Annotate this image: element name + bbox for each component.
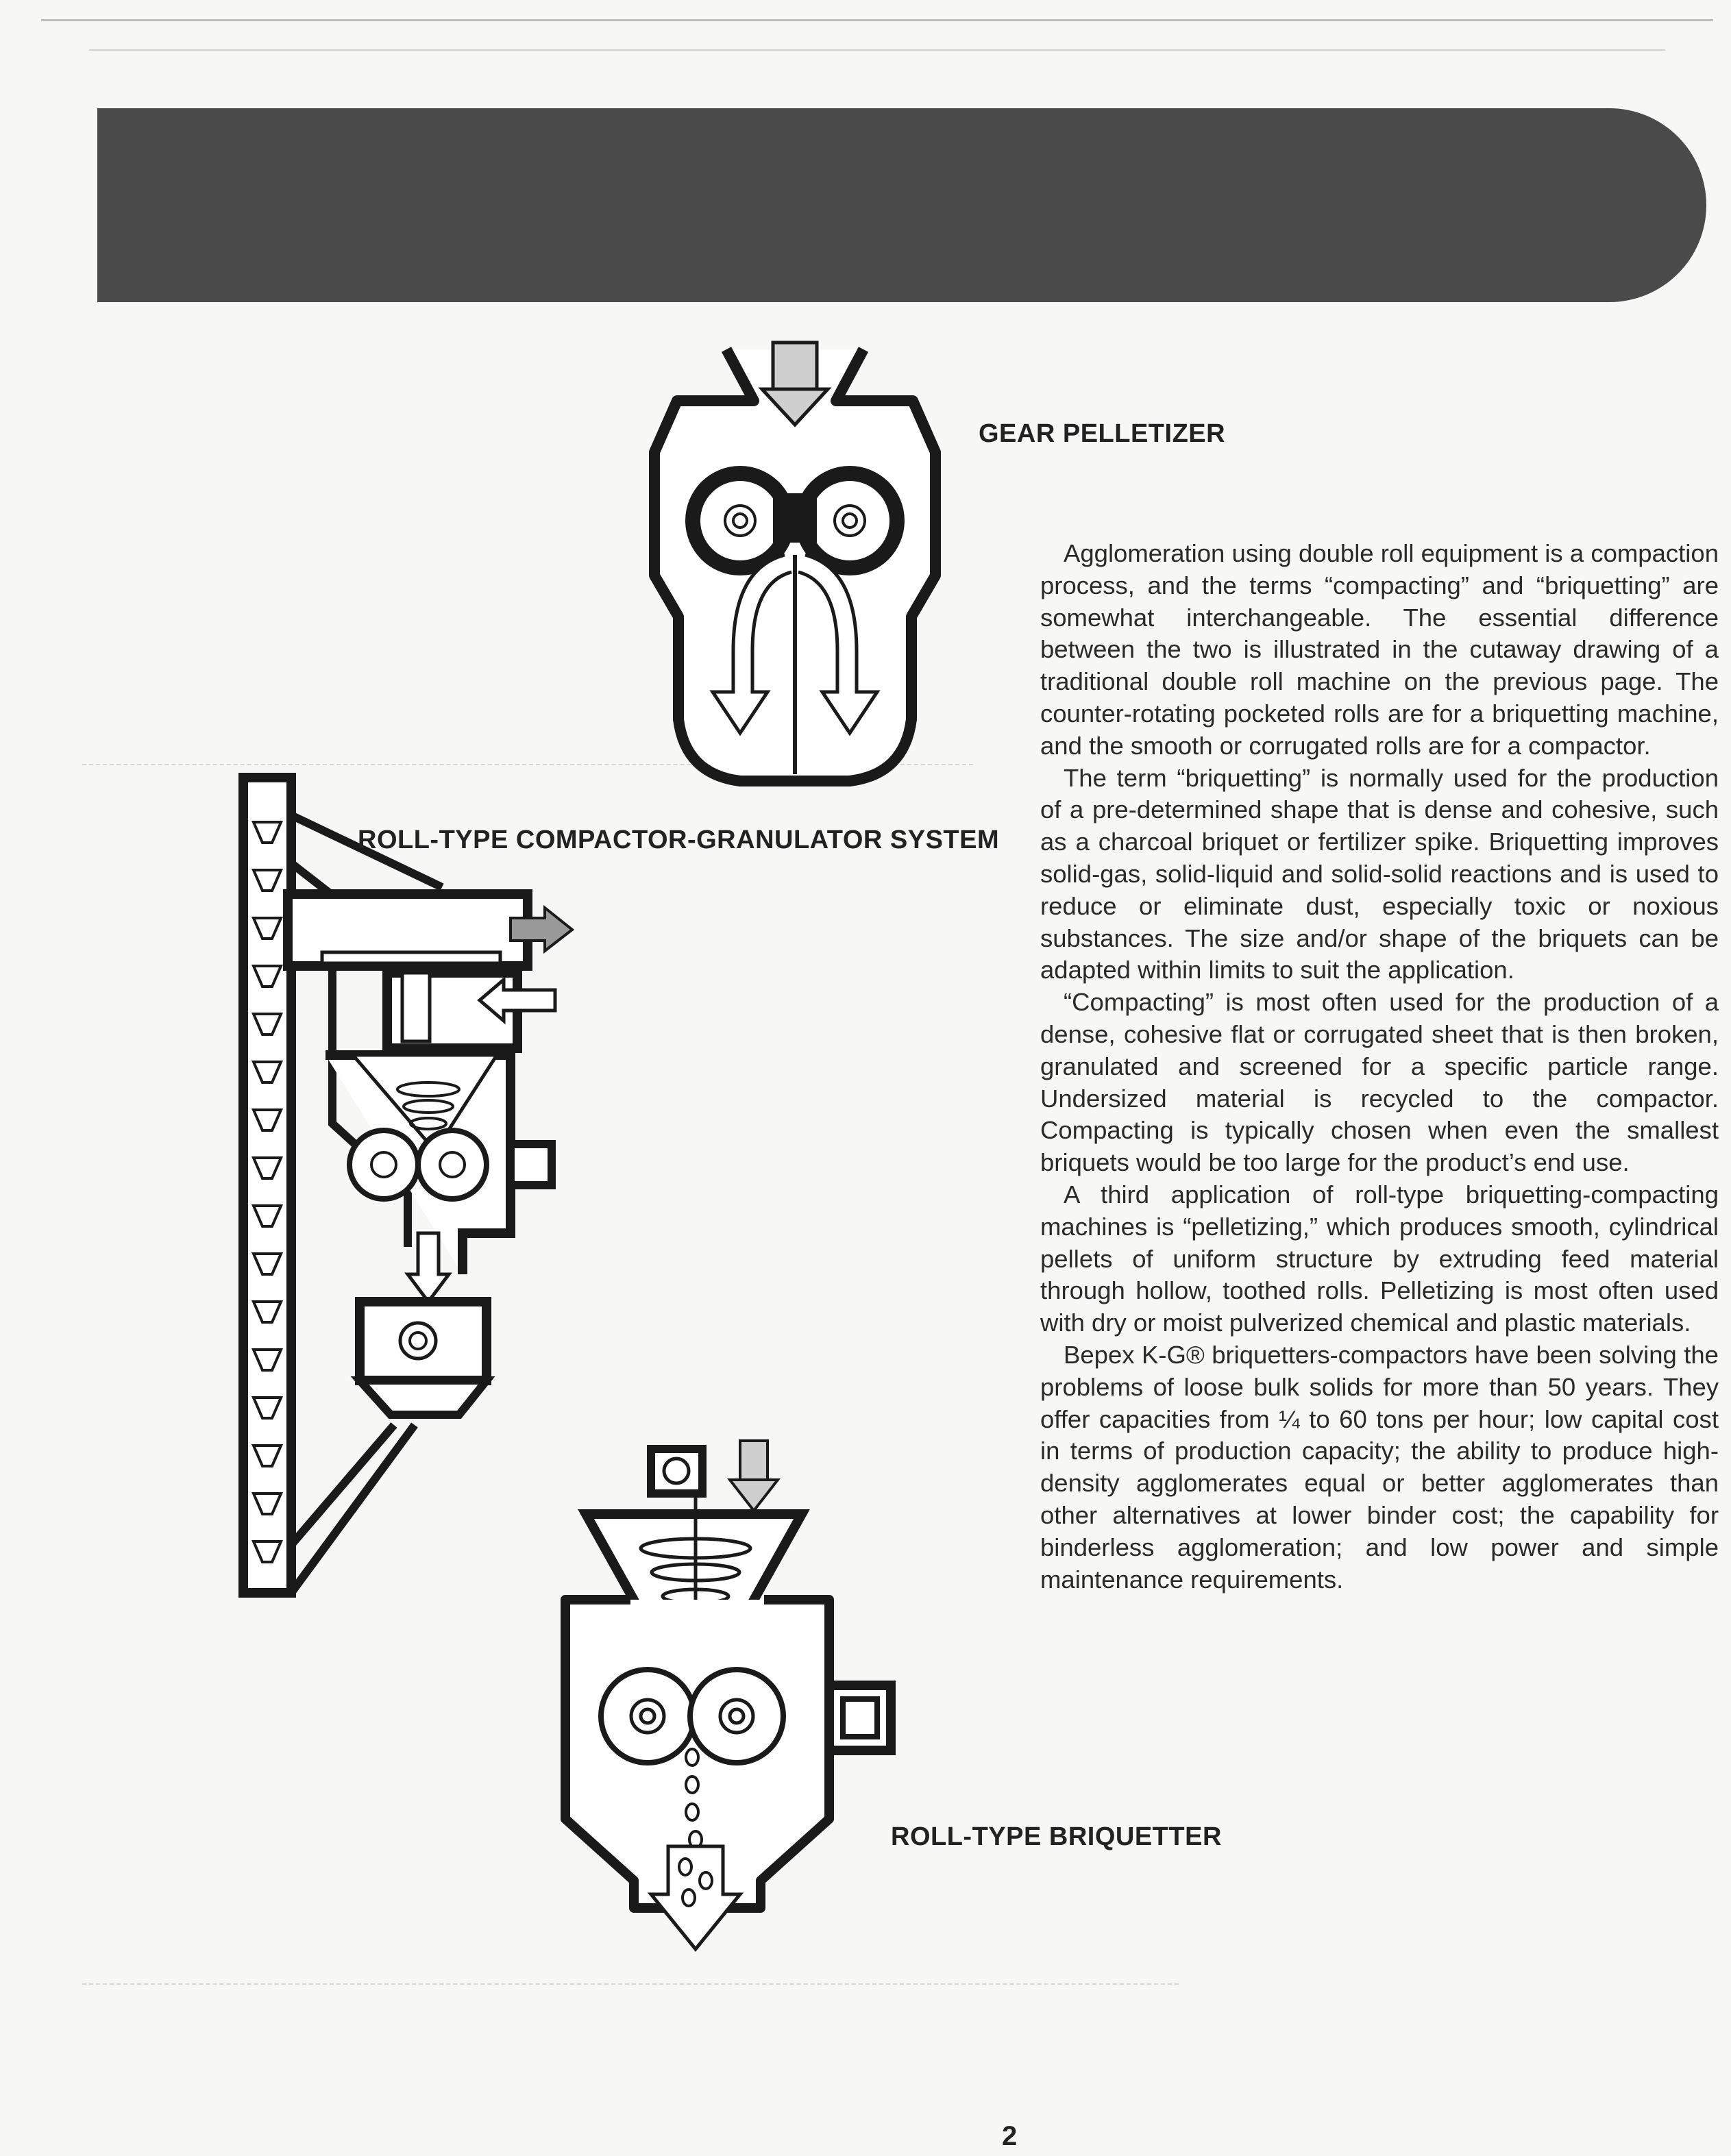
paragraph: A third application of roll-type briquetting-compacting machines is “pelletizing,” which produces smooth, cylindrical pellets of uniform structure by extruding feed material through hollow, toothed rolls. Pelletizing is most often used with dry or moist pulverized chemical and plastic materials.	[1040, 1180, 1719, 1337]
roll-type-briquetter-diagram	[555, 1435, 911, 1956]
gear-pelletizer-label: GEAR PELLETIZER	[979, 419, 1226, 448]
briquetter-label: ROLL-TYPE BRIQUETTER	[891, 1822, 1222, 1851]
paragraph: Agglomeration using double roll equipment is a compaction process, and the terms “compacting” and “briquetting” are somewhat interchangeable. The essential difference between the two is illustrated in the cutaway drawing of a traditional double roll machine on the previous page. The counter-rotating pocketed rolls are for a briquetting machine, and the smooth or corrugated rolls are for a compactor.	[1040, 539, 1719, 760]
header-banner	[97, 108, 1706, 302]
gear-pelletizer-diagram	[637, 336, 953, 802]
compactor-granulator-diagram	[223, 767, 579, 1610]
top-rule-secondary	[89, 49, 1665, 51]
page-number: 2	[1002, 2121, 1018, 2151]
body-text	[1040, 538, 1719, 1596]
paragraph: Bepex K-G® briquetters-compactors have been solving the problems of loose bulk solids for more than 50 years. They offer capacities from ¼ to 60 tons per hour; low capital cost in terms of production capacity; the ability to produce high-density agglomerates equal or better agglomerates than other alternatives at lower binder cost; the capability for binderless agglomeration; and low power and simple maintenance requirements.	[1040, 1340, 1719, 1594]
paragraph: The term “briquetting” is normally used for the production of a pre-determined shape that is dense and cohesive, such as a charcoal briquet or fertilizer spike. Briquetting improves solid-gas, solid-liquid and solid-solid reactions and is used to reduce or eliminate dust, especially toxic or noxious substances. The size and/or shape of the briquets can be adapted within limits to suit the application.	[1040, 763, 1719, 984]
scan-artifact-line	[82, 1983, 1179, 1985]
paragraph: “Compacting” is most often used for the production of a dense, cohesive flat or corrugated sheet that is then broken, granulated and screened for a specific particle range. Undersized material is recycled to the compactor. Compacting is typically chosen when even the smallest briquets would be too large for the product’s end use.	[1040, 988, 1719, 1177]
compactor-system-label: ROLL-TYPE COMPACTOR-GRANULATOR SYSTEM	[358, 826, 1000, 854]
top-rule	[41, 19, 1713, 21]
